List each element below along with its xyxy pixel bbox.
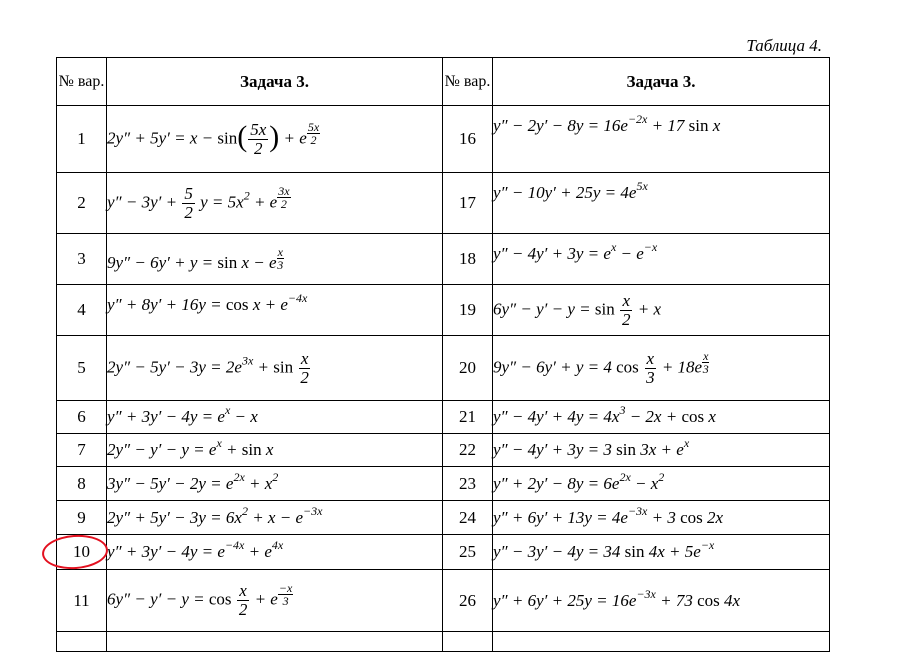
equation: 6y″ − y′ − y = sin $\frac{x}{2}$ + x: [493, 285, 830, 336]
equation: $y'' - 10y' + 25y = 4e^{5x}$: [493, 173, 830, 234]
variant-number: 3: [57, 234, 107, 285]
equation: $y'' - 4y' + 4y = 4x^3 - 2x + \cos x$: [493, 401, 830, 434]
variant-number: 20: [443, 336, 493, 401]
header-row: [57, 58, 830, 106]
task-header: Задача 3.: [107, 58, 443, 106]
table-row: [57, 336, 830, 401]
table-row: [57, 434, 830, 467]
equation: 9y″ − 6y′ + y = sin x − e $\frac{x}{3}$: [107, 234, 443, 285]
variant-number: 22: [443, 434, 493, 467]
table-row: [57, 401, 830, 434]
table-row: [57, 501, 830, 535]
variant-number: 1: [57, 106, 107, 173]
variant-number: 10: [57, 535, 107, 570]
equation: $2y'' - 5y' - 3y = 2e^{3x} + \sin$ $\frac{x}{2}$: [107, 336, 443, 401]
equation: y″ − 3y′ − 4y = 34 $\sin 4x + 5e^{-x}$: [493, 535, 830, 570]
table-row: [57, 106, 830, 173]
table-row: [57, 467, 830, 501]
variant-number-header: № вар.: [57, 58, 107, 106]
variant-number-header: № вар.: [443, 58, 493, 106]
equation: $y'' - 4y' + 3y = e^x - e^{-x}$: [493, 234, 830, 285]
variant-number: 4: [57, 285, 107, 336]
equation: $2y'' - y' - y = e^x + \sin x$: [107, 434, 443, 467]
equation: $3y'' - 5y' - 2y = e^{2x} + x^2$: [107, 467, 443, 501]
equation: 9y″ − 6y′ + y = 4 cos $\frac{x}{3}$ + 18e $\frac{x}{3}$: [493, 336, 830, 401]
table-row: [57, 632, 830, 652]
equation: $y'' + 3y' - 4y = e^x - x$: [107, 401, 443, 434]
table-row: [57, 285, 830, 336]
equation: y″ − 4y′ + 3y = 3 $\sin 3x + e^x$: [493, 434, 830, 467]
equation: $y'' + 3y' - 4y = e^{-4x} + e^{4x}$: [107, 535, 443, 570]
variant-number: 16: [443, 106, 493, 173]
variant-number: 25: [443, 535, 493, 570]
table-row: [57, 570, 830, 632]
variant-number: 17: [443, 173, 493, 234]
table-row: [57, 234, 830, 285]
variants-table: [56, 57, 830, 652]
equation: 2y″ + 5y′ = x − sin( $\frac{5x}{2}$ ) + e $\frac{5x}{2}$: [107, 106, 443, 173]
variant-number: 11: [57, 570, 107, 632]
variant-number: 7: [57, 434, 107, 467]
variant-number: 8: [57, 467, 107, 501]
equation: $2y'' + 5y' - 3y = 6x^2 + x - e^{-3x}$: [107, 501, 443, 535]
equation: 6y″ − y′ − y = cos $\frac{x}{2}$ + e $\frac{-x}{3}$: [107, 570, 443, 632]
table-caption: Таблица 4.: [746, 36, 822, 55]
variant-number: 9: [57, 501, 107, 535]
task-header: Задача 3.: [493, 58, 830, 106]
variant-number: 19: [443, 285, 493, 336]
variant-number: 24: [443, 501, 493, 535]
variant-number: 6: [57, 401, 107, 434]
equation: y″ − 3y′ + $\frac{5}{2}$ $y = 5x^2 + e$ $\frac{3x}{2}$: [107, 173, 443, 234]
variant-number: 23: [443, 467, 493, 501]
variant-number: 18: [443, 234, 493, 285]
variant-number: 26: [443, 570, 493, 632]
equation: $y'' + 8y' + 16y = \cos x + e^{-4x}$: [107, 285, 443, 336]
equation: $y'' + 6y' + 25y = 16e^{-3x} + 73$ cos 4x: [493, 570, 830, 632]
table-row: [57, 535, 830, 570]
equation: $y'' - 2y' - 8y = 16e^{-2x} + 17$ sin x: [493, 106, 830, 173]
variant-number: 2: [57, 173, 107, 234]
equation: $y'' + 6y' + 13y = 4e^{-3x} + 3$ cos 2x: [493, 501, 830, 535]
variant-number: 21: [443, 401, 493, 434]
table-row: [57, 173, 830, 234]
equation: $y'' + 2y' - 8y = 6e^{2x} - x^2$: [493, 467, 830, 501]
variant-number: 5: [57, 336, 107, 401]
